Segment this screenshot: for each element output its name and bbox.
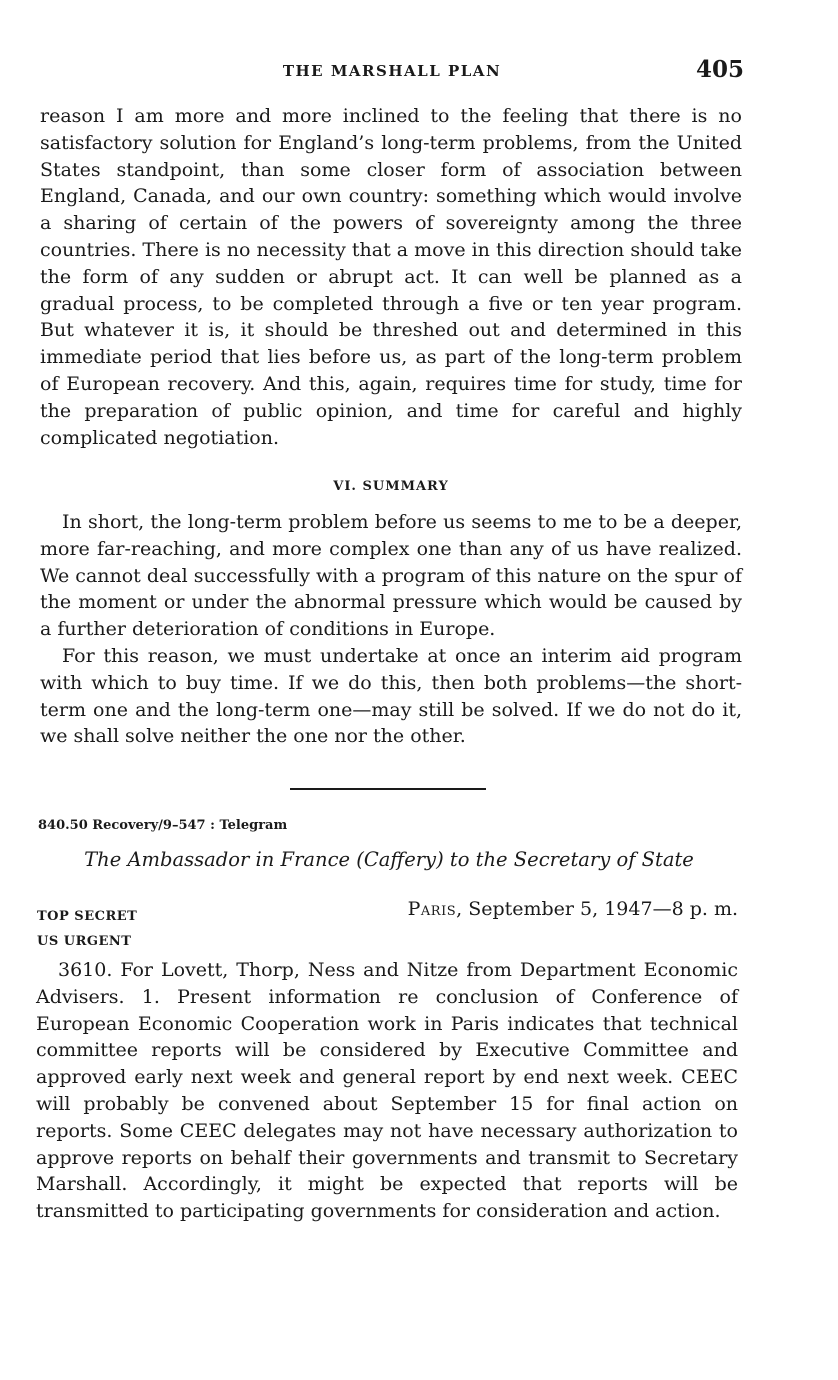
dateline-place: Paris (407, 898, 457, 920)
file-reference: 840.50 Recovery/9–547 : Telegram (38, 818, 288, 833)
section-heading: VI. SUMMARY (333, 479, 449, 494)
paragraph: For this reason, we must undertake at once an interim aid program with which to buy time. If we do this, then both problems—the short-term one and the long-term one—may still be solved. If we do not do it, we shall solve neither the one nor the other. (40, 644, 742, 748)
paragraph: 3610. For Lovett, Thorp, Ness and Nitze from Department Economic Advisers. 1. Present information re conclusion of Conference of European Economic Cooperation work in Paris indicates that technical committee reports will be considered by Executive Committee and approved early next week and general report by end next week. CEEC will probably be convened about September 15 for final action on reports. Some CEEC delegates may not have necessary authorization to approve reports on behalf their governments and transmit to Secretary Marshall. Accordingly, it might be expected that reports will be transmitted to participating governments for consideration and action. (36, 959, 738, 1223)
classification-block (37, 904, 137, 954)
telegram-body (36, 957, 738, 1225)
section-divider (290, 788, 486, 790)
classification-line: US URGENT (37, 934, 132, 949)
dateline (408, 898, 738, 920)
paragraph: reason I am more and more inclined to the feeling that there is no satisfactory solution for England’s long-term problems, from the United States standpoint, than some closer form of association between England, Canada, and our own country: something which would involve a sharing of certain of the powers of sovereignty among the three countries. There is no necessity that a move in this direction should take the form of any sudden or abrupt act. It can well be planned as a gradual process, to be completed through a five or ten year program. But whatever it is, it should be threshed out and determined in this immediate period that lies before us, as part of the long-term problem of European recovery. And this, again, requires time for study, time for the preparation of public opinion, and time for careful and highly complicated negotiation. (40, 105, 742, 449)
paragraph: In short, the long-term problem before us seems to me to be a deeper, more far-reaching, and more complex one than any of us have realized. We cannot deal successfully with a program of this nature on the spur of the moment or under the abnormal pressure which would be caused by a further deterioration of conditions in Europe. (40, 511, 742, 641)
page-number: 405 (695, 56, 744, 83)
continued-section (40, 103, 742, 451)
summary-section (40, 509, 742, 750)
classification-line: TOP SECRET (37, 909, 138, 924)
running-head (40, 56, 744, 90)
document-title: The Ambassador in France (Caffery) to the Secretary of State (84, 848, 694, 871)
running-title: THE MARSHALL PLAN (282, 62, 502, 80)
dateline-date: , September 5, 1947—8 p. m. (456, 898, 738, 920)
